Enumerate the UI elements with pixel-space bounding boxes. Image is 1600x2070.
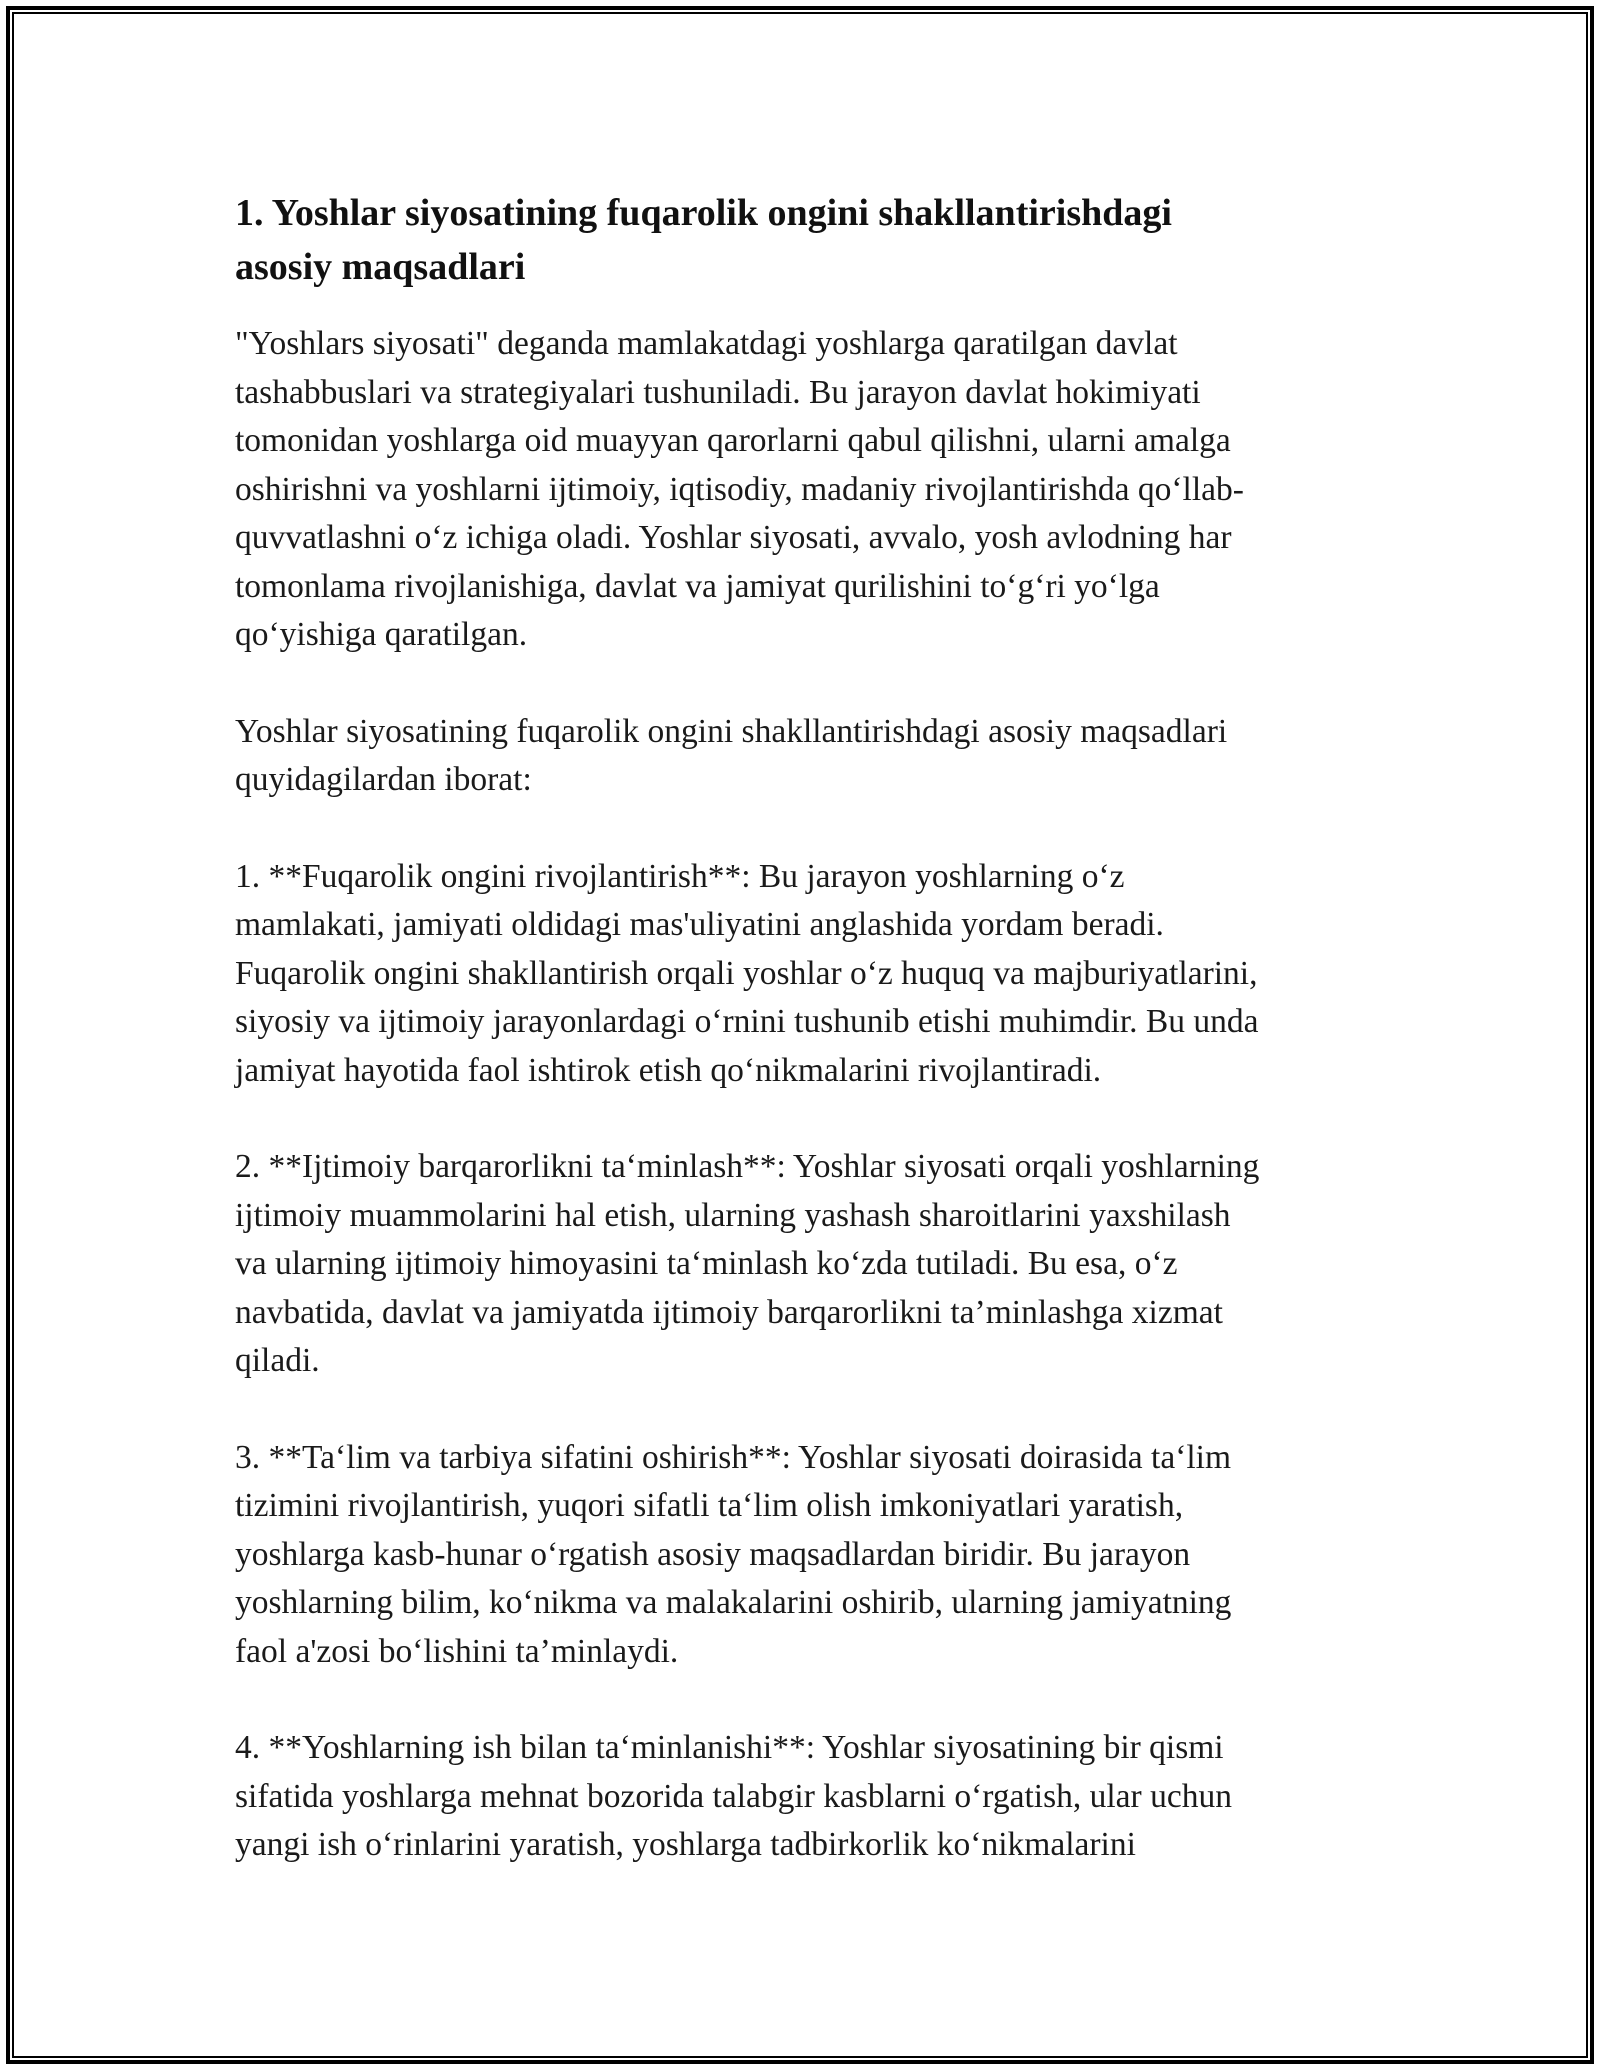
document-title: 1. Yoshlar siyosatining fuqarolik ongini shakllantirishdagi asosiy maqsadlari xyxy=(235,192,1172,288)
document-body xyxy=(235,186,1385,1870)
list-item-employment: 4. **Yoshlarning ish bilan ta‘minlanishi**: Yoshlar siyosatining bir qismi sifatida yoshlarga mehnat bozorida talabgir kasblarni o‘rgatish, ular uchun yangi ish o‘rinlarini yaratish, yoshlarga tadbirkorlik ko‘nikmalarini xyxy=(235,1729,1232,1863)
paragraph-definition: "Yoshlars siyosati" deganda mamlakatdagi yoshlarga qaratilgan davlat tashabbuslari va strategiyalari tushuniladi. Bu jarayon davlat hokimiyati tomonidan yoshlarga oid muayyan qarorlarni qabul qilishni, ularni amalga oshirishni va yoshlarni ijtimoiy, iqtisodiy, madaniy rivojlantirishda qo‘llab- quvvatlashni o‘z ichiga oladi. Yoshlar siyosati, avvalo, yosh avlodning har tomonlama rivojlanishiga, davlat va jamiyat qurilishini to‘g‘ri yo‘lga qo‘yishiga qaratilgan. xyxy=(235,325,1244,653)
list-item-social-stability: 2. **Ijtimoiy barqarorlikni ta‘minlash**: Yoshlar siyosati orqali yoshlarning ijtimoiy muammolarini hal etish, ularning yashash sharoitlarini yaxshilash va ularning ijtimoiy himoyasini ta‘minlash ko‘zda tutiladi. Bu esa, o‘z navbatida, davlat va jamiyatda ijtimoiy barqarorlikni ta’minlashga xizmat qiladi. xyxy=(235,1148,1260,1379)
list-item-education-quality: 3. **Ta‘lim va tarbiya sifatini oshirish**: Yoshlar siyosati doirasida ta‘lim tizimini rivojlantirish, yuqori sifatli ta‘lim olish imkoniyatlari yaratish, yoshlarga kasb-hunar o‘rgatish asosiy maqsadlardan biridir. Bu jarayon yoshlarning bilim, ko‘nikma va malakalarini oshirib, ularning jamiyatning faol a'zosi bo‘lishini ta’minlaydi. xyxy=(235,1438,1232,1670)
paragraph-intro: Yoshlar siyosatining fuqarolik ongini shakllantirishdagi asosiy maqsadlari quyidagilardan iborat: xyxy=(235,712,1228,798)
list-item-civic-awareness: 1. **Fuqarolik ongini rivojlantirish**: Bu jarayon yoshlarning o‘z mamlakati, jamiyati oldidagi mas'uliyatini anglashida yordam beradi. Fuqarolik ongini shakllantirish orqali yoshlar o‘z huquq va majburiyatlarini, siyosiy va ijtimoiy jarayonlardagi o‘rnini tushunib etishi muhimdir. Bu unda jamiyat hayotida faol ishtirok etish qo‘nikmalarini rivojlantiradi. xyxy=(235,857,1259,1089)
